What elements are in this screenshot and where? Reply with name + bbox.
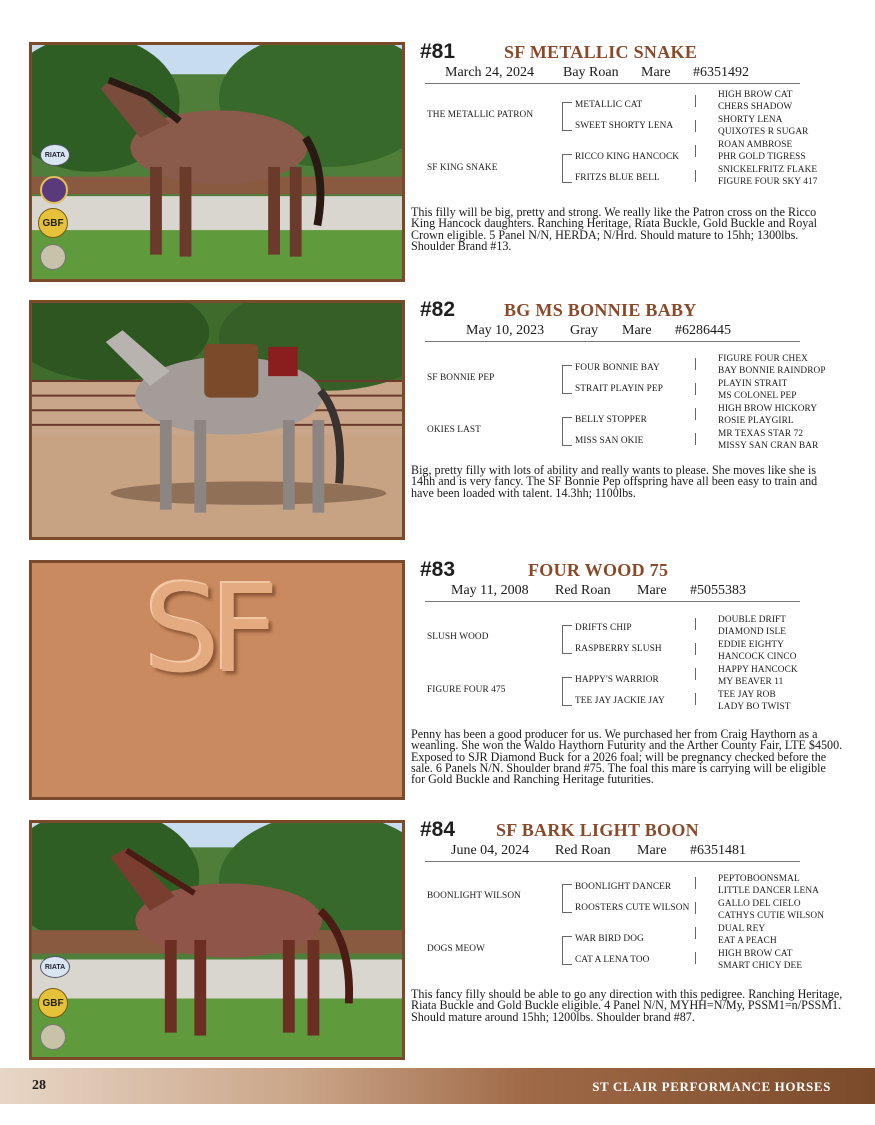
page-number: 28	[32, 1078, 46, 1093]
horse-color: Red Roan	[555, 583, 611, 598]
horse-name: BG MS BONNIE BABY	[504, 300, 697, 320]
g3-4: HANCOCK CINCO	[718, 652, 797, 662]
horse-name: SF METALLIC SNAKE	[504, 42, 698, 62]
sire-sire: METALLIC CAT	[575, 100, 643, 110]
brand-logo-panel	[29, 560, 405, 800]
foaling-date: May 10, 2023	[466, 323, 545, 338]
registration-number: #6286445	[675, 323, 731, 338]
lot-number: #83	[420, 558, 456, 581]
g3-4: CATHYS CUTIE WILSON	[718, 911, 825, 921]
g3-4: MS COLONEL PEP	[718, 391, 797, 401]
dam-sire: RICCO KING HANCOCK	[575, 152, 680, 162]
g3-6: ROSIE PLAYGIRL	[718, 416, 794, 426]
g3-1: DOUBLE DRIFT	[718, 615, 787, 625]
g3-4: QUIXOTES R SUGAR	[718, 127, 809, 137]
sire: SF BONNIE PEP	[427, 373, 495, 383]
g3-2: DIAMOND ISLE	[718, 627, 787, 637]
lot-number: #82	[420, 298, 456, 321]
g3-5: ROAN AMBROSE	[718, 140, 793, 150]
registration-number: #6351481	[690, 843, 746, 858]
g3-8: SMART CHICY DEE	[718, 961, 803, 971]
g3-8: LADY BO TWIST	[718, 702, 791, 712]
horse-photo	[29, 42, 405, 282]
sf-brand-logo: SF	[144, 561, 270, 700]
g3-3: EDDIE EIGHTY	[718, 640, 785, 650]
horse-info-row	[425, 842, 800, 862]
horse-color: Gray	[570, 323, 598, 338]
dam: FIGURE FOUR 475	[427, 685, 506, 695]
lot-number: #81	[420, 40, 456, 63]
g3-6: MY BEAVER 11	[718, 677, 784, 687]
horse-info-row	[425, 64, 800, 84]
sire-dam: ROOSTERS CUTE WILSON	[575, 903, 690, 913]
horse-photo	[29, 300, 405, 540]
horse-photo	[29, 820, 405, 1060]
dam-sire: HAPPY'S WARRIOR	[575, 675, 659, 685]
horse-description: This fancy filly should be able to go any direction with this pedigree. Ranching Heritage, Riata Buckle and Gold Buckle eligible. 4 Panel N/N, MYHH=N/My, PSSM1=n/PSSM1. Should mature around 15hh; 1200lbs. Shoulder brand #87.	[411, 987, 843, 1024]
g3-7: HIGH BROW CAT	[718, 949, 793, 959]
g3-7: MR TEXAS STAR 72	[718, 429, 804, 439]
sire: BOONLIGHT WILSON	[427, 891, 521, 901]
horse-name: SF BARK LIGHT BOON	[496, 820, 699, 840]
g3-1: PEPTOBOONSMAL	[718, 874, 800, 884]
foaling-date: March 24, 2024	[445, 65, 535, 80]
sire: THE METALLIC PATRON	[427, 110, 534, 120]
footer-title: ST CLAIR PERFORMANCE HORSES	[592, 1079, 831, 1094]
sire-sire: FOUR BONNIE BAY	[575, 363, 660, 373]
badge-riata: RIATA	[40, 144, 70, 166]
g3-7: TEE JAY ROB	[718, 690, 776, 700]
dam-dam: FRITZS BLUE BELL	[575, 173, 660, 183]
registration-number: #5055383	[690, 583, 746, 598]
badge-gbf: GBF	[38, 988, 68, 1018]
dam-dam: TEE JAY JACKIE JAY	[575, 696, 665, 706]
lot-number: #84	[420, 818, 456, 841]
foaling-date: June 04, 2024	[451, 843, 530, 858]
sire-dam: STRAIT PLAYIN PEP	[575, 384, 663, 394]
g3-3: GALLO DEL CIELO	[718, 899, 801, 909]
dam-sire: WAR BIRD DOG	[575, 934, 644, 944]
horse-color: Red Roan	[555, 843, 611, 858]
sire-dam: SWEET SHORTY LENA	[575, 121, 674, 131]
g3-3: PLAYIN STRAIT	[718, 379, 788, 389]
g3-8: FIGURE FOUR SKY 417	[718, 177, 818, 187]
dam-dam: MISS SAN OKIE	[575, 436, 644, 446]
sire-sire: DRIFTS CHIP	[575, 623, 632, 633]
dam: DOGS MEOW	[427, 944, 485, 954]
badge-riata: RIATA	[40, 956, 70, 978]
g3-1: FIGURE FOUR CHEX	[718, 354, 808, 364]
horse-info-row	[425, 582, 800, 602]
g3-6: PHR GOLD TIGRESS	[718, 152, 806, 162]
g3-5: HAPPY HANCOCK	[718, 665, 798, 675]
badge-crown-icon	[40, 176, 68, 204]
horse-description: Big, pretty filly with lots of ability and really wants to please. She moves like she is 14hh and is very fancy. The SF Bonnie Pep offspring have all been easy to train and have been loaded with talent. 14.3hh; 1100lbs.	[411, 463, 818, 500]
g3-8: MISSY SAN CRAN BAR	[718, 441, 819, 451]
horse-name: FOUR WOOD 75	[528, 560, 669, 580]
dam: SF KING SNAKE	[427, 163, 498, 173]
horse-description: Penny has been a good producer for us. We purchased her from Craig Haythorn as a weanling. She won the Waldo Haythorn Futurity and the Arther County Fair, LTE $4500. Exposed to SJR Diamond Buck for a 2026 foal; will be pregnancy checked before the sale. 6 Panels N/N. Shoulder brand #75. The foal this mare is carrying will be eligible for Gold Buckle and Ranching Heritage futurities.	[411, 727, 843, 787]
sire: SLUSH WOOD	[427, 632, 489, 642]
g3-7: SNICKELFRITZ FLAKE	[718, 165, 818, 175]
dam-dam: CAT A LENA TOO	[575, 955, 650, 965]
badge-gbf: GBF	[38, 208, 68, 238]
horse-description: This filly will be big, pretty and strong. We really like the Patron cross on the Ricco King Hancock daughters. Ranching Heritage, Riata Buckle, Gold Buckle and Royal Crown eligible. 5 Panel N/N, HERDA; N/Hrd. Should mature to 15hh; 1300lbs. Shoulder Brand #13.	[411, 205, 818, 253]
lot-83	[0, 560, 875, 800]
horse-sex: Mare	[622, 323, 652, 338]
badge-heritage-icon	[40, 244, 66, 270]
badge-heritage-icon	[40, 1024, 66, 1050]
horse-info-row	[425, 322, 800, 342]
foaling-date: May 11, 2008	[451, 583, 529, 598]
lot-84	[0, 820, 875, 1060]
sire-sire: BOONLIGHT DANCER	[575, 882, 672, 892]
g3-2: LITTLE DANCER LENA	[718, 886, 819, 896]
horse-sex: Mare	[637, 843, 667, 858]
g3-5: HIGH BROW HICKORY	[718, 404, 818, 414]
g3-2: CHERS SHADOW	[718, 102, 793, 112]
lot-82	[0, 300, 875, 540]
dam-sire: BELLY STOPPER	[575, 415, 647, 425]
horse-sex: Mare	[637, 583, 667, 598]
g3-6: EAT A PEACH	[718, 936, 777, 946]
sire-dam: RASPBERRY SLUSH	[575, 644, 662, 654]
g3-3: SHORTY LENA	[718, 115, 783, 125]
horse-color: Bay Roan	[563, 65, 619, 80]
lot-81	[0, 42, 875, 282]
registration-number: #6351492	[693, 65, 749, 80]
g3-1: HIGH BROW CAT	[718, 90, 793, 100]
g3-2: BAY BONNIE RAINDROP	[718, 366, 826, 376]
horse-sex: Mare	[641, 65, 671, 80]
g3-5: DUAL REY	[718, 924, 766, 934]
page-footer	[0, 1068, 875, 1104]
dam: OKIES LAST	[427, 425, 481, 435]
